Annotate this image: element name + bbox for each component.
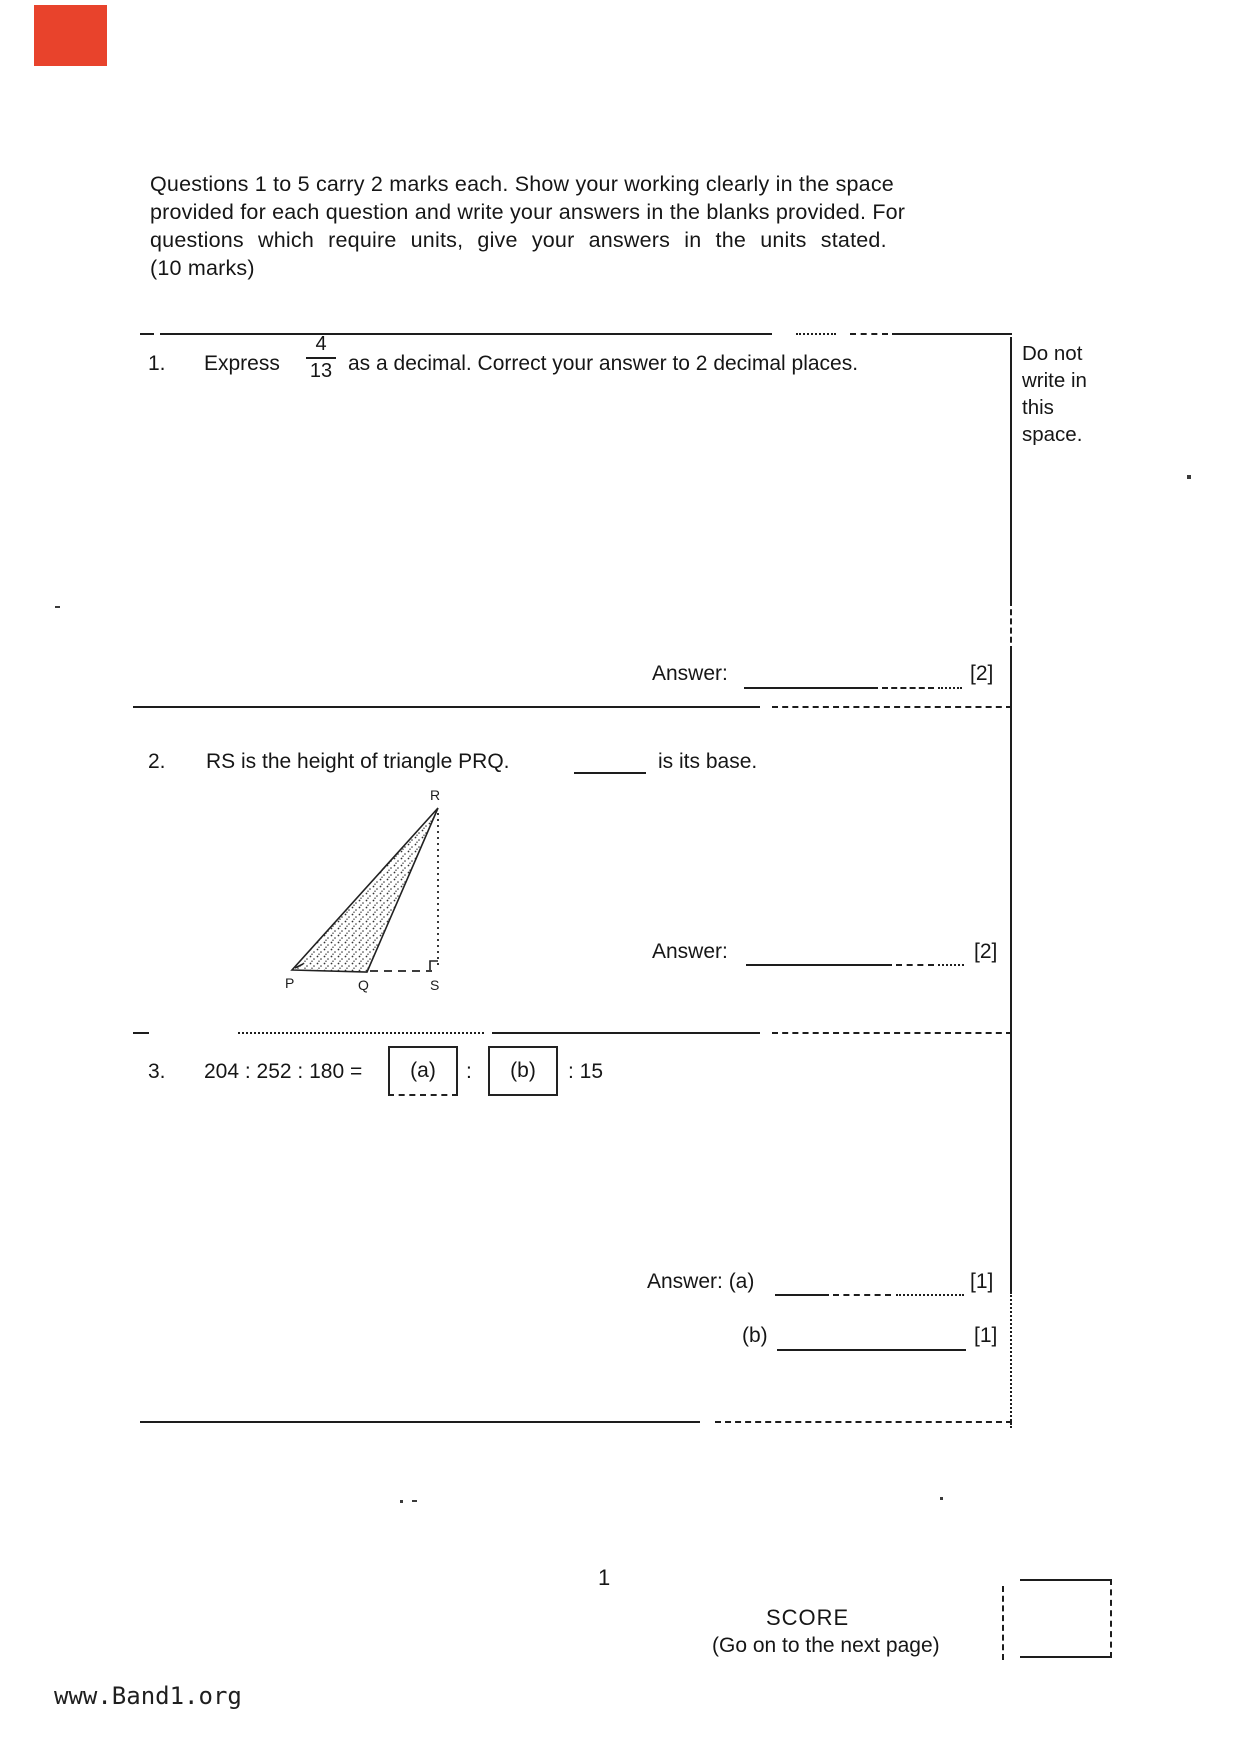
separator-line — [238, 1032, 484, 1034]
scan-speck — [412, 1500, 417, 1502]
q3-tail: : 15 — [568, 1060, 604, 1083]
q3-marks-a: [1] — [970, 1270, 994, 1293]
q3-colon: : — [466, 1060, 472, 1083]
q2-answer-blank — [938, 964, 964, 966]
margin-divider-line — [1010, 600, 1012, 652]
q3-number: 3. — [148, 1060, 166, 1083]
scan-speck — [400, 1500, 403, 1503]
separator-line — [160, 333, 772, 335]
scan-speck — [1187, 475, 1191, 479]
vertex-label-r: R — [430, 787, 441, 803]
vertex-label-s: S — [430, 977, 440, 993]
margin-divider-line — [1010, 1292, 1012, 1428]
q3-box-b: (b) — [488, 1046, 558, 1096]
next-page-note: (Go on to the next page) — [712, 1634, 940, 1657]
scan-speck — [940, 1497, 943, 1500]
margin-note-line: Do not — [1022, 342, 1083, 365]
margin-divider-line — [1010, 652, 1012, 1292]
scan-speck — [55, 606, 60, 608]
q2-text: RS is the height of triangle PRQ. — [206, 750, 510, 773]
separator-line — [140, 1421, 700, 1423]
q2-answer-blank — [896, 964, 934, 966]
separator-line — [133, 706, 760, 708]
q3-answer-a-label: Answer: (a) — [647, 1270, 755, 1293]
score-label: SCORE — [766, 1605, 850, 1630]
q3-answer-b-blank — [777, 1349, 966, 1351]
separator-line — [140, 333, 154, 335]
separator-line — [850, 333, 888, 335]
q2-number: 2. — [148, 750, 166, 773]
right-angle-mark — [430, 961, 438, 970]
separator-line — [796, 333, 836, 335]
red-corner-marker — [34, 5, 107, 66]
q1-marks: [2] — [970, 662, 994, 685]
q2-answer-blank — [746, 964, 892, 966]
vertex-label-p: P — [285, 975, 295, 991]
triangle-prq — [292, 808, 438, 972]
instructions-line-4: (10 marks) — [150, 256, 255, 280]
q2-text-after-blank: is its base. — [658, 750, 758, 773]
margin-divider-line — [1010, 337, 1012, 600]
instructions-line-2: provided for each question and write your answers in the blanks provided. For — [150, 200, 906, 224]
separator-line — [715, 1421, 1012, 1423]
q2-marks: [2] — [974, 940, 998, 963]
q3-answer-a-blank — [896, 1294, 964, 1296]
separator-line — [772, 706, 1012, 708]
q1-lead: Express — [204, 352, 280, 375]
separator-line — [133, 1032, 149, 1034]
margin-note-line: this — [1022, 396, 1054, 419]
fraction-denominator: 13 — [309, 360, 333, 382]
fraction-bar — [306, 357, 336, 359]
instructions-line-3: questions which require units, give your answers in the units stated. — [150, 228, 887, 252]
separator-line — [772, 1032, 1012, 1034]
q1-fraction — [302, 333, 340, 383]
q3-answer-a-blank — [833, 1294, 891, 1296]
score-box-divider — [1002, 1586, 1004, 1660]
q1-answer-blank — [938, 687, 962, 689]
vertex-label-q: Q — [358, 977, 369, 993]
q1-answer-label: Answer: — [652, 662, 728, 685]
q3-answer-b-label: (b) — [742, 1324, 768, 1347]
fraction-numerator: 4 — [315, 333, 327, 355]
separator-line — [892, 333, 1012, 335]
margin-note-line: write in — [1022, 369, 1087, 392]
margin-note-line: space. — [1022, 423, 1083, 446]
q2-answer-label: Answer: — [652, 940, 728, 963]
q1-text: as a decimal. Correct your answer to 2 decimal places. — [348, 352, 859, 375]
q3-expression: 204 : 252 : 180 = — [204, 1060, 363, 1083]
q3-answer-a-blank — [775, 1294, 829, 1296]
margin-note — [1022, 340, 1142, 448]
page-number: 1 — [598, 1565, 611, 1590]
q2-fill-blank — [574, 772, 646, 774]
triangle-figure — [260, 780, 500, 1000]
watermark-url: www.Band1.org — [54, 1682, 242, 1710]
instructions-line-1: Questions 1 to 5 carry 2 marks each. Show your working clearly in the space — [150, 172, 894, 196]
q1-answer-blank — [882, 687, 934, 689]
q1-number: 1. — [148, 352, 166, 375]
separator-line — [492, 1032, 760, 1034]
score-box — [1020, 1579, 1112, 1658]
q3-marks-b: [1] — [974, 1324, 998, 1347]
q1-answer-blank — [744, 687, 878, 689]
q3-box-a: (a) — [388, 1046, 458, 1096]
